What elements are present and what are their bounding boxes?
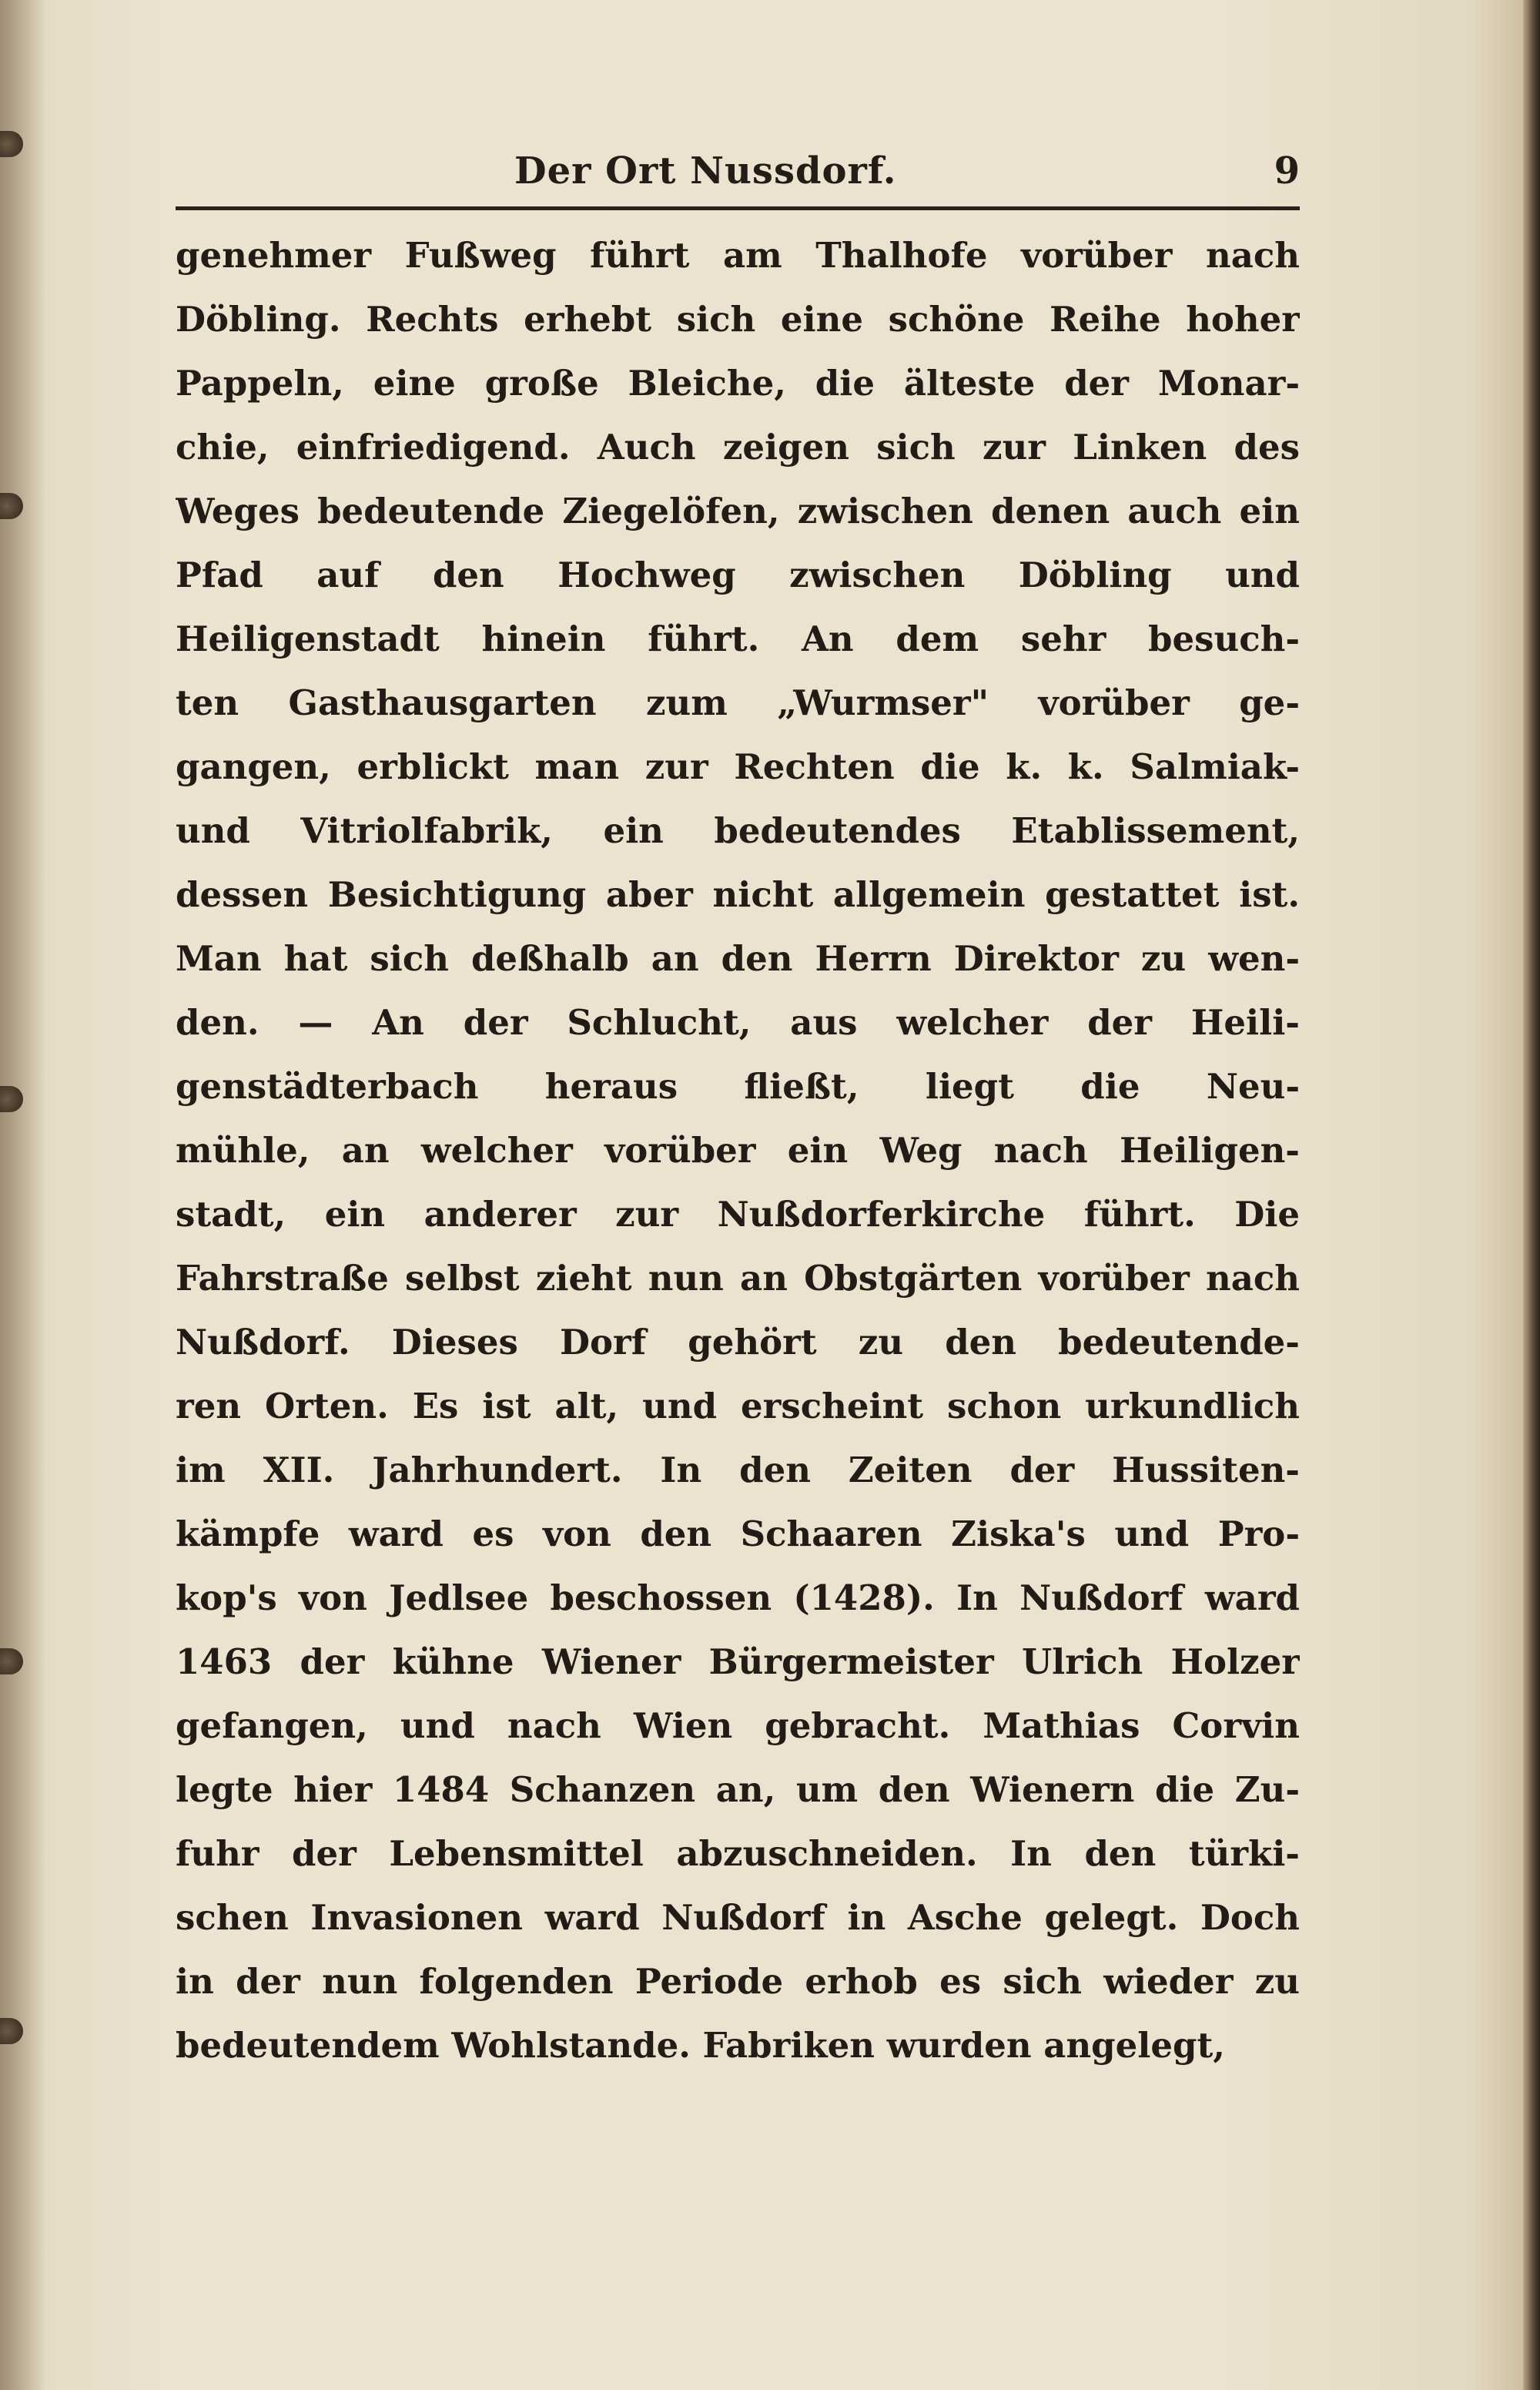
text-line: legte hier 1484 Schanzen an, um den Wienern die Zu- (176, 1769, 1300, 1810)
text-line: genstädterbach heraus fließt, liegt die Neu- (176, 1066, 1300, 1107)
text-line: ren Orten. Es ist alt, und erscheint schon urkundlich (176, 1386, 1300, 1426)
text-line: Döbling. Rechts erhebt sich eine schöne Reihe hoher (176, 299, 1300, 340)
text-line: fuhr der Lebensmittel abzuschneiden. In den türki- (176, 1833, 1300, 1874)
text-line: den. — An der Schlucht, aus welcher der Heili- (176, 1002, 1300, 1043)
header-rule (176, 206, 1300, 210)
text-line: chie, einfriedigend. Auch zeigen sich zur Linken des (176, 427, 1300, 468)
page-edge (1523, 0, 1540, 2390)
page-number: 9 (1274, 149, 1300, 193)
text-line: in der nun folgenden Periode erhob es sich wieder zu (176, 1961, 1300, 2002)
text-line: Fahrstraße selbst zieht nun an Obstgärten vorüber nach (176, 1258, 1300, 1299)
text-line: schen Invasionen ward Nußdorf in Asche gelegt. Doch (176, 1897, 1300, 1938)
text-line: im XII. Jahrhundert. In den Zeiten der Hussiten- (176, 1450, 1300, 1490)
text-line: Nußdorf. Dieses Dorf gehört zu den bedeutende- (176, 1322, 1300, 1363)
text-line: Pfad auf den Hochweg zwischen Döbling und (176, 555, 1300, 595)
text-line: Heiligenstadt hinein führt. An dem sehr besuch- (176, 618, 1300, 659)
running-title: Der Ort Nussdorf. (514, 149, 897, 193)
text-line: stadt, ein anderer zur Nußdorferkirche führt. Die (176, 1194, 1300, 1235)
text-line: 1463 der kühne Wiener Bürgermeister Ulrich Holzer (176, 1641, 1300, 1682)
page-header (176, 145, 1300, 206)
text-line: bedeutendem Wohlstande. Fabriken wurden angelegt, (176, 2025, 1225, 2066)
text-line: ten Gasthausgarten zum „Wurmser" vorüber ge- (176, 682, 1300, 723)
text-line: Pappeln, eine große Bleiche, die älteste der Monar- (176, 363, 1300, 404)
text-line: gangen, erblickt man zur Rechten die k. k. Salmiak- (176, 746, 1300, 787)
text-line: Weges bedeutende Ziegelöfen, zwischen denen auch ein (176, 491, 1300, 531)
text-line: und Vitriolfabrik, ein bedeutendes Etablissement, (176, 810, 1300, 851)
text-line: Man hat sich deßhalb an den Herrn Direktor zu wen- (176, 938, 1300, 979)
text-line: kop's von Jedlsee beschossen (1428). In Nußdorf ward (176, 1577, 1300, 1618)
text-line: mühle, an welcher vorüber ein Weg nach Heiligen- (176, 1130, 1300, 1171)
text-line: kämpfe ward es von den Schaaren Ziska's und Pro- (176, 1513, 1300, 1554)
text-line: genehmer Fußweg führt am Thalhofe vorüber nach (176, 235, 1300, 276)
text-line: gefangen, und nach Wien gebracht. Mathias Corvin (176, 1705, 1300, 1746)
body-text (176, 223, 1300, 2077)
text-line: dessen Besichtigung aber nicht allgemein gestattet ist. (176, 874, 1300, 915)
